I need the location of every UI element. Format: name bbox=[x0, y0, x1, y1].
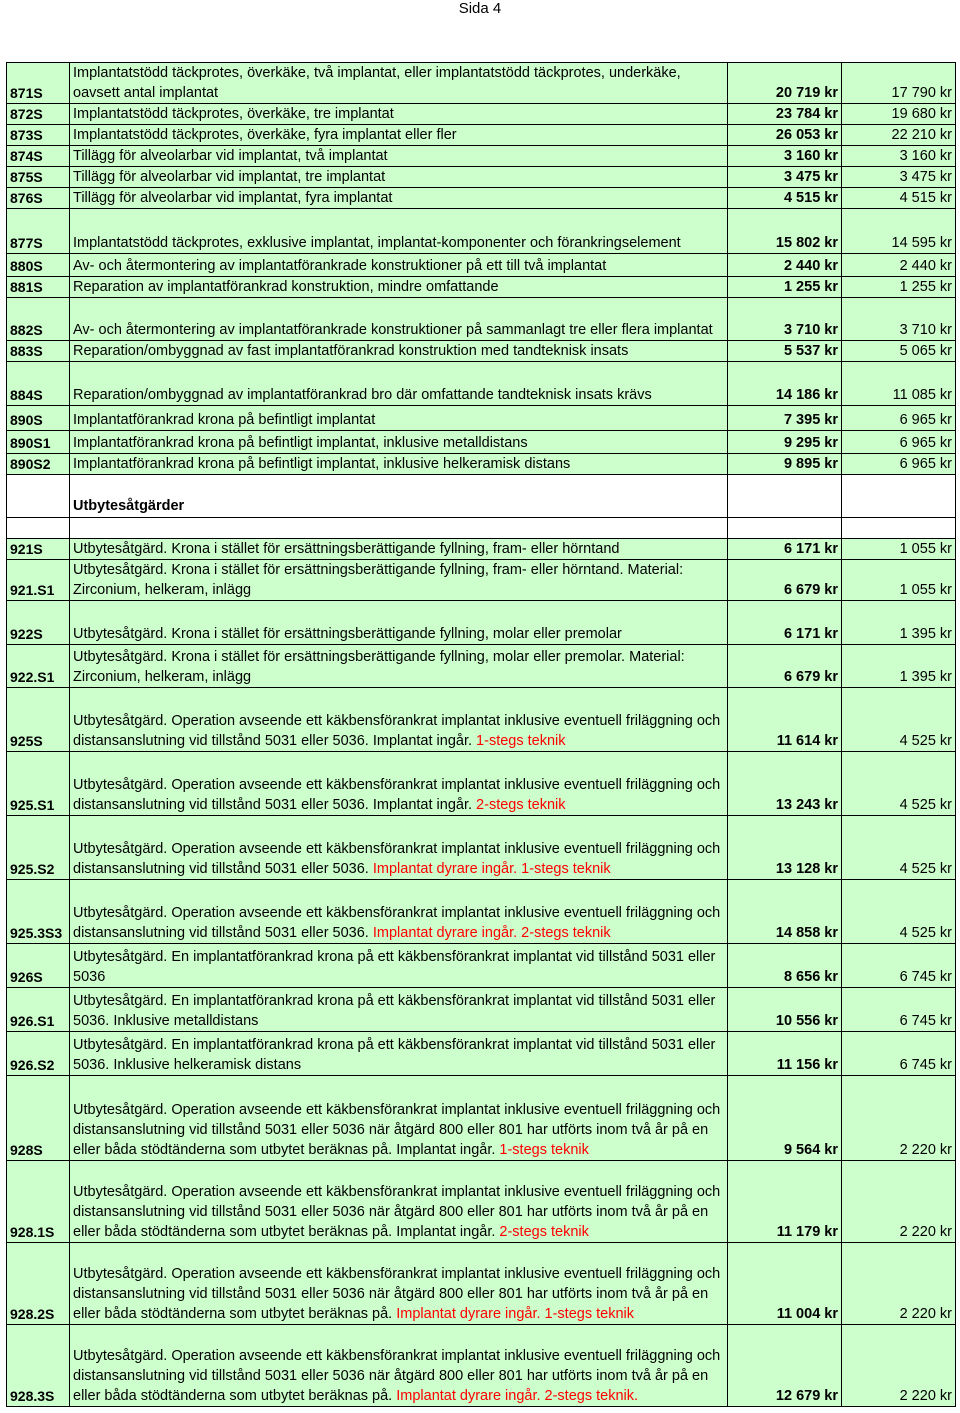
compensation-amount: 4 525 kr bbox=[842, 752, 956, 816]
reference-price: 6 679 kr bbox=[728, 645, 842, 688]
reference-price: 10 556 kr bbox=[728, 988, 842, 1032]
table-row bbox=[7, 63, 956, 104]
procedure-code: 873S bbox=[7, 125, 70, 146]
table-row bbox=[7, 560, 956, 601]
compensation-amount: 4 525 kr bbox=[842, 688, 956, 752]
procedure-description bbox=[70, 167, 728, 188]
reference-price: 12 679 kr bbox=[728, 1325, 842, 1407]
description-text: Utbytesåtgärd. En implantatförankrad krona på ett käkbensförankrat implantat vid tillstånd 5031 eller 5036. Inklusive metalldistans bbox=[73, 993, 716, 1029]
reference-price: 11 179 kr bbox=[728, 1161, 842, 1243]
reference-price: 8 656 kr bbox=[728, 944, 842, 988]
compensation-amount: 3 475 kr bbox=[842, 167, 956, 188]
table-row bbox=[7, 944, 956, 988]
description-text: Utbytesåtgärd. Operation avseende ett käkbensförankrat implantat inklusive eventuell friläggning och distansanslutning vid tillstånd 5031 eller 5036. Implantat ingår. bbox=[73, 777, 721, 813]
procedure-code: 880S bbox=[7, 254, 70, 277]
compensation-amount: 6 745 kr bbox=[842, 1032, 956, 1076]
table-row bbox=[7, 277, 956, 298]
table-row bbox=[7, 209, 956, 254]
compensation-amount: 11 085 kr bbox=[842, 362, 956, 406]
procedure-description bbox=[70, 944, 728, 988]
procedure-code: 872S bbox=[7, 104, 70, 125]
compensation-amount: 19 680 kr bbox=[842, 104, 956, 125]
spacer-cell bbox=[70, 518, 728, 539]
description-text: Tillägg för alveolarbar vid implantat, tre implantat bbox=[73, 169, 386, 185]
description-highlight: 2-stegs teknik bbox=[476, 797, 566, 813]
reference-price: 2 440 kr bbox=[728, 254, 842, 277]
reference-price: 4 515 kr bbox=[728, 188, 842, 209]
procedure-description bbox=[70, 880, 728, 944]
description-text: Utbytesåtgärd. Krona i stället för ersättningsberättigande fyllning, molar eller premolar bbox=[73, 626, 622, 642]
procedure-description bbox=[70, 816, 728, 880]
reference-price: 3 475 kr bbox=[728, 167, 842, 188]
compensation-amount: 1 255 kr bbox=[842, 277, 956, 298]
spacer-cell bbox=[7, 518, 70, 539]
procedure-code: 890S1 bbox=[7, 431, 70, 454]
reference-price: 7 395 kr bbox=[728, 406, 842, 431]
procedure-description bbox=[70, 560, 728, 601]
table-row bbox=[7, 146, 956, 167]
compensation-amount: 2 220 kr bbox=[842, 1161, 956, 1243]
procedure-description bbox=[70, 1161, 728, 1243]
compensation-amount: 6 745 kr bbox=[842, 988, 956, 1032]
procedure-description bbox=[70, 1076, 728, 1161]
compensation-amount: 6 965 kr bbox=[842, 431, 956, 454]
compensation-amount: 22 210 kr bbox=[842, 125, 956, 146]
reference-price: 9 895 kr bbox=[728, 454, 842, 475]
section-code-cell bbox=[7, 475, 70, 518]
reference-price: 13 128 kr bbox=[728, 816, 842, 880]
reference-price: 9 564 kr bbox=[728, 1076, 842, 1161]
reference-price: 9 295 kr bbox=[728, 431, 842, 454]
description-highlight: 2-stegs teknik bbox=[499, 1224, 589, 1240]
table-row bbox=[7, 816, 956, 880]
table-row bbox=[7, 988, 956, 1032]
compensation-amount: 1 395 kr bbox=[842, 645, 956, 688]
procedure-description bbox=[70, 752, 728, 816]
procedure-description bbox=[70, 341, 728, 362]
description-highlight: Implantat dyrare ingår. 2-stegs teknik bbox=[372, 925, 611, 941]
procedure-description bbox=[70, 209, 728, 254]
reference-price: 11 156 kr bbox=[728, 1032, 842, 1076]
price-table bbox=[6, 62, 956, 1407]
procedure-description bbox=[70, 298, 728, 341]
procedure-description bbox=[70, 988, 728, 1032]
compensation-amount: 1 055 kr bbox=[842, 539, 956, 560]
procedure-description bbox=[70, 146, 728, 167]
table-row bbox=[7, 362, 956, 406]
section-price-cell bbox=[728, 475, 842, 518]
compensation-amount: 2 220 kr bbox=[842, 1325, 956, 1407]
compensation-amount: 17 790 kr bbox=[842, 63, 956, 104]
table-row bbox=[7, 1076, 956, 1161]
table-row bbox=[7, 601, 956, 645]
description-text: Reparation av implantatförankrad konstruktion, mindre omfattande bbox=[73, 279, 499, 295]
procedure-code: 921S bbox=[7, 539, 70, 560]
reference-price: 6 171 kr bbox=[728, 539, 842, 560]
description-text: Utbytesåtgärd. Krona i stället för ersättningsberättigande fyllning, fram- eller hörntand bbox=[73, 541, 620, 557]
procedure-description bbox=[70, 406, 728, 431]
spacer-cell bbox=[842, 518, 956, 539]
description-text: Implantatstödd täckprotes, överkäke, fyra implantat eller fler bbox=[73, 127, 457, 143]
procedure-description bbox=[70, 1325, 728, 1407]
procedure-description bbox=[70, 63, 728, 104]
procedure-description bbox=[70, 645, 728, 688]
description-text: Utbytesåtgärd. En implantatförankrad krona på ett käkbensförankrat implantat vid tillstånd 5031 eller 5036 bbox=[73, 949, 716, 985]
procedure-code: 877S bbox=[7, 209, 70, 254]
procedure-description bbox=[70, 431, 728, 454]
compensation-amount: 1 055 kr bbox=[842, 560, 956, 601]
reference-price: 11 614 kr bbox=[728, 688, 842, 752]
description-text: Utbytesåtgärd. Operation avseende ett käkbensförankrat implantat inklusive eventuell friläggning och distansanslutning vid tillstånd 5031 eller 5036 när åtgärd 800 eller 801 har utförts inom två år på en eller båda stödtänderna som utbytet beräknas på. Implantat ingår. bbox=[73, 1184, 721, 1240]
procedure-code: 883S bbox=[7, 341, 70, 362]
procedure-code: 925.S1 bbox=[7, 752, 70, 816]
page-number: Sida 4 bbox=[458, 0, 502, 17]
procedure-code: 925.S2 bbox=[7, 816, 70, 880]
description-text: Implantatstödd täckprotes, överkäke, tre implantat bbox=[73, 106, 394, 122]
reference-price: 6 679 kr bbox=[728, 560, 842, 601]
description-text: Implantatförankrad krona på befintligt implantat bbox=[73, 412, 376, 428]
reference-price: 3 710 kr bbox=[728, 298, 842, 341]
compensation-amount: 4 525 kr bbox=[842, 816, 956, 880]
compensation-amount: 5 065 kr bbox=[842, 341, 956, 362]
procedure-description bbox=[70, 254, 728, 277]
description-text: Utbytesåtgärd. Operation avseende ett käkbensförankrat implantat inklusive eventuell friläggning och distansanslutning vid tillstånd 5031 eller 5036. bbox=[73, 905, 721, 941]
procedure-code: 926S bbox=[7, 944, 70, 988]
procedure-description bbox=[70, 454, 728, 475]
table-row bbox=[7, 341, 956, 362]
compensation-amount: 3 710 kr bbox=[842, 298, 956, 341]
procedure-description bbox=[70, 125, 728, 146]
table-row bbox=[7, 475, 956, 518]
section-title: Utbytesåtgärder bbox=[70, 475, 728, 518]
compensation-amount: 2 220 kr bbox=[842, 1076, 956, 1161]
procedure-code: 871S bbox=[7, 63, 70, 104]
procedure-description bbox=[70, 362, 728, 406]
compensation-amount: 2 220 kr bbox=[842, 1243, 956, 1325]
description-text: Tillägg för alveolarbar vid implantat, två implantat bbox=[73, 148, 388, 164]
price-table-body bbox=[7, 63, 956, 1407]
table-row bbox=[7, 298, 956, 341]
procedure-code: 928S bbox=[7, 1076, 70, 1161]
description-text: Utbytesåtgärd. Operation avseende ett käkbensförankrat implantat inklusive eventuell friläggning och distansanslutning vid tillstånd 5031 eller 5036 när åtgärd 800 eller 801 har utförts inom två år på en eller båda stödtänderna som utbytet beräknas på. bbox=[73, 1266, 721, 1322]
table-row bbox=[7, 1325, 956, 1407]
description-text: Utbytesåtgärd. Krona i stället för ersättningsberättigande fyllning, molar eller premolar. Material: Zirconium, helkeram, inlägg bbox=[73, 649, 685, 685]
spacer-cell bbox=[728, 518, 842, 539]
description-text: Utbytesåtgärd. Operation avseende ett käkbensförankrat implantat inklusive eventuell friläggning och distansanslutning vid tillstånd 5031 eller 5036 när åtgärd 800 eller 801 har utförts inom två år på en eller båda stödtänderna som utbytet beräknas på. Implantat ingår. bbox=[73, 1102, 721, 1158]
reference-price: 6 171 kr bbox=[728, 601, 842, 645]
table-row bbox=[7, 539, 956, 560]
reference-price: 15 802 kr bbox=[728, 209, 842, 254]
compensation-amount: 6 745 kr bbox=[842, 944, 956, 988]
reference-price: 13 243 kr bbox=[728, 752, 842, 816]
procedure-code: 922S bbox=[7, 601, 70, 645]
reference-price: 11 004 kr bbox=[728, 1243, 842, 1325]
procedure-code: 928.2S bbox=[7, 1243, 70, 1325]
procedure-code: 925S bbox=[7, 688, 70, 752]
procedure-code: 884S bbox=[7, 362, 70, 406]
procedure-code: 874S bbox=[7, 146, 70, 167]
procedure-code: 928.1S bbox=[7, 1161, 70, 1243]
compensation-amount: 4 525 kr bbox=[842, 880, 956, 944]
table-row bbox=[7, 431, 956, 454]
description-highlight: 1-stegs teknik bbox=[499, 1142, 589, 1158]
description-text: Reparation/ombyggnad av implantatförankrad bro där omfattande tandteknisk insats krävs bbox=[73, 387, 652, 403]
table-row bbox=[7, 645, 956, 688]
table-row bbox=[7, 125, 956, 146]
procedure-code: 925.3S3 bbox=[7, 880, 70, 944]
description-text: Av- och återmontering av implantatförankrade konstruktioner på sammanlagt tre eller flera implantat bbox=[73, 322, 713, 338]
procedure-code: 921.S1 bbox=[7, 560, 70, 601]
procedure-code: 882S bbox=[7, 298, 70, 341]
reference-price: 5 537 kr bbox=[728, 341, 842, 362]
compensation-amount: 3 160 kr bbox=[842, 146, 956, 167]
description-text: Av- och återmontering av implantatförankrade konstruktioner på ett till två implantat bbox=[73, 258, 607, 274]
reference-price: 20 719 kr bbox=[728, 63, 842, 104]
table-row bbox=[7, 688, 956, 752]
description-text: Utbytesåtgärd. Operation avseende ett käkbensförankrat implantat inklusive eventuell friläggning och distansanslutning vid tillstånd 5031 eller 5036. bbox=[73, 841, 721, 877]
compensation-amount: 6 965 kr bbox=[842, 406, 956, 431]
table-row bbox=[7, 518, 956, 539]
procedure-code: 890S bbox=[7, 406, 70, 431]
procedure-description bbox=[70, 277, 728, 298]
description-text: Implantatförankrad krona på befintligt implantat, inklusive metalldistans bbox=[73, 435, 528, 451]
procedure-code: 876S bbox=[7, 188, 70, 209]
table-row bbox=[7, 880, 956, 944]
section-patient-cell bbox=[842, 475, 956, 518]
table-row bbox=[7, 1032, 956, 1076]
procedure-code: 928.3S bbox=[7, 1325, 70, 1407]
table-row bbox=[7, 188, 956, 209]
compensation-amount: 4 515 kr bbox=[842, 188, 956, 209]
procedure-description bbox=[70, 104, 728, 125]
procedure-description bbox=[70, 688, 728, 752]
compensation-amount: 1 395 kr bbox=[842, 601, 956, 645]
reference-price: 14 186 kr bbox=[728, 362, 842, 406]
procedure-code: 890S2 bbox=[7, 454, 70, 475]
reference-price: 1 255 kr bbox=[728, 277, 842, 298]
description-highlight: 1-stegs teknik bbox=[476, 733, 566, 749]
description-highlight: Implantat dyrare ingår. 1-stegs teknik bbox=[372, 861, 611, 877]
procedure-description bbox=[70, 188, 728, 209]
reference-price: 26 053 kr bbox=[728, 125, 842, 146]
procedure-code: 875S bbox=[7, 167, 70, 188]
reference-price: 3 160 kr bbox=[728, 146, 842, 167]
description-text: Utbytesåtgärd. Krona i stället för ersättningsberättigande fyllning, fram- eller hörntand. Material: Zirconium, helkeram, inlägg bbox=[73, 562, 684, 598]
table-row bbox=[7, 1243, 956, 1325]
description-text: Implantatstödd täckprotes, överkäke, två implantat, eller implantatstödd täckprotes, underkäke, oavsett antal implantat bbox=[73, 65, 681, 101]
procedure-description bbox=[70, 1032, 728, 1076]
procedure-code: 922.S1 bbox=[7, 645, 70, 688]
procedure-code: 926.S1 bbox=[7, 988, 70, 1032]
table-row bbox=[7, 167, 956, 188]
table-row bbox=[7, 406, 956, 431]
procedure-code: 881S bbox=[7, 277, 70, 298]
reference-price: 23 784 kr bbox=[728, 104, 842, 125]
description-text: Implantatstödd täckprotes, exklusive implantat, implantat-komponenter och förankringselement bbox=[73, 235, 681, 251]
table-row bbox=[7, 752, 956, 816]
table-row bbox=[7, 104, 956, 125]
procedure-description bbox=[70, 539, 728, 560]
description-text: Implantatförankrad krona på befintligt implantat, inklusive helkeramisk distans bbox=[73, 456, 571, 472]
table-row bbox=[7, 454, 956, 475]
reference-price: 14 858 kr bbox=[728, 880, 842, 944]
description-text: Tillägg för alveolarbar vid implantat, fyra implantat bbox=[73, 190, 393, 206]
procedure-code: 926.S2 bbox=[7, 1032, 70, 1076]
compensation-amount: 14 595 kr bbox=[842, 209, 956, 254]
table-row bbox=[7, 254, 956, 277]
procedure-description bbox=[70, 1243, 728, 1325]
description-text: Utbytesåtgärd. Operation avseende ett käkbensförankrat implantat inklusive eventuell friläggning och distansanslutning vid tillstånd 5031 eller 5036 när åtgärd 800 eller 801 har utförts inom två år på en eller båda stödtänderna som utbytet beräknas på. bbox=[73, 1348, 721, 1404]
compensation-amount: 6 965 kr bbox=[842, 454, 956, 475]
description-text: Utbytesåtgärd. En implantatförankrad krona på ett käkbensförankrat implantat vid tillstånd 5031 eller 5036. Inklusive helkeramisk distans bbox=[73, 1037, 716, 1073]
description-highlight: Implantat dyrare ingår. 1-stegs teknik bbox=[396, 1306, 634, 1322]
description-highlight: Implantat dyrare ingår. 2-stegs teknik. bbox=[396, 1388, 639, 1404]
compensation-amount: 2 440 kr bbox=[842, 254, 956, 277]
table-row bbox=[7, 1161, 956, 1243]
description-text: Reparation/ombyggnad av fast implantatförankrad konstruktion med tandteknisk insats bbox=[73, 343, 629, 359]
procedure-description bbox=[70, 601, 728, 645]
description-text: Utbytesåtgärd. Operation avseende ett käkbensförankrat implantat inklusive eventuell friläggning och distansanslutning vid tillstånd 5031 eller 5036. Implantat ingår. bbox=[73, 713, 721, 749]
